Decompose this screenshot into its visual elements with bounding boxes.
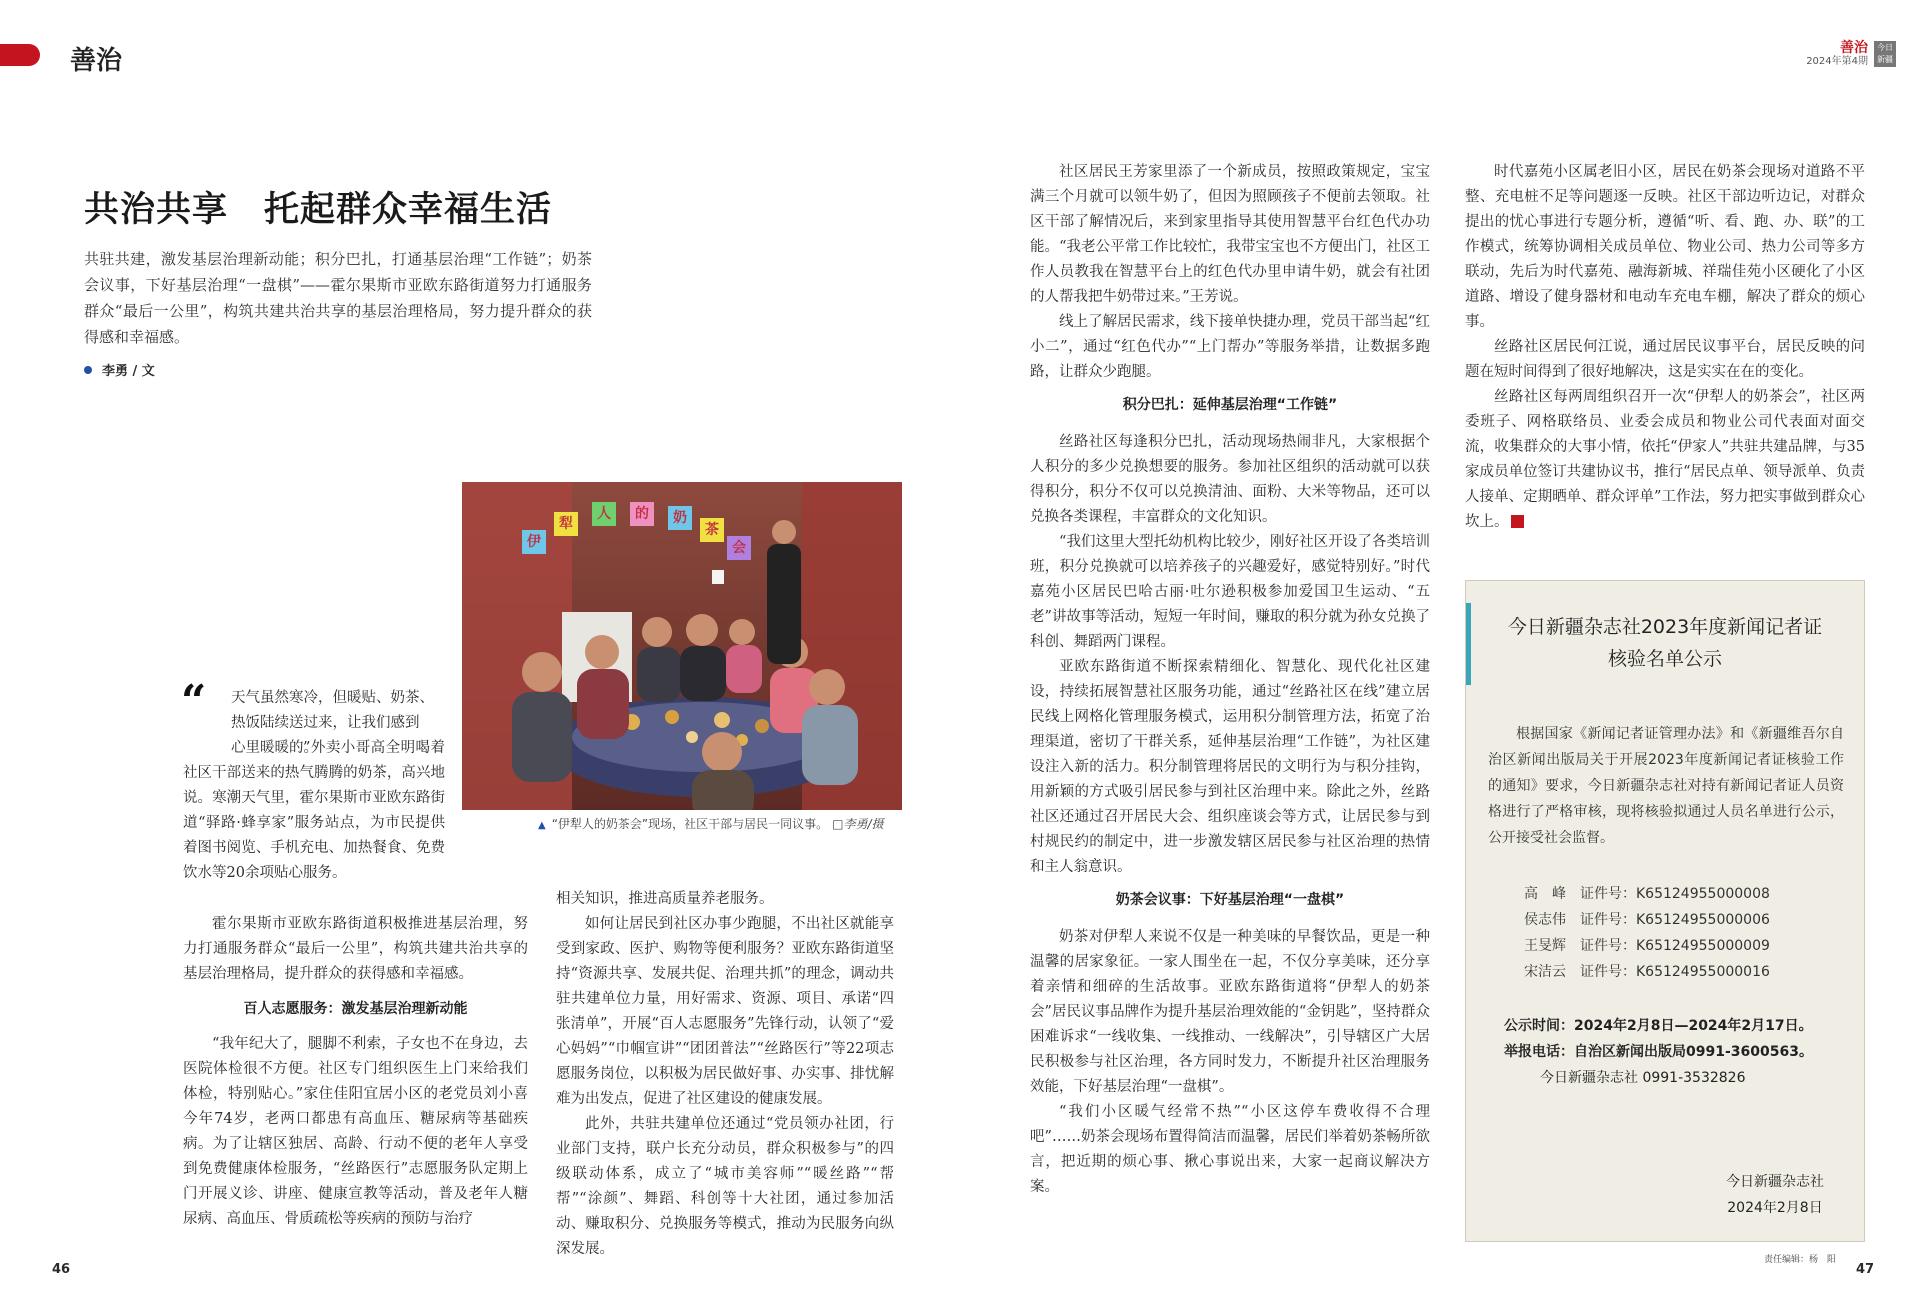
paragraph-text: 丝路社区每两周组织召开一次“伊犁人的奶茶会”，社区两委班子、网格联络员、业委会成员和物业公司代表面对面交流，收集群众的大事小情，依托“伊家人”共驻共建品牌，与35家成员单位签订共建协议书，推行“居民点单、领导派单、负责人接单、定期晒单、群众评单”工作法，努力把实事做到群众心坎上。 — [1465, 389, 1865, 530]
column-2-text — [556, 887, 894, 1262]
quote-mark-icon: “ — [181, 676, 207, 727]
paragraph: “我们这里大型托幼机构比较少，刚好社区开设了各类培训班，积分兑换就可以培养孩子的兴趣爱好，感觉特别好。”时代嘉苑小区居民巴哈古丽·吐尔逊积极参加爱国卫生运动、“五老”讲故事等活动，短短一年时间，赚取的积分就为孙女兑换了科创、舞蹈两门课程。 — [1030, 534, 1430, 650]
article-lead: 共驻共建，激发基层治理新动能；积分巴扎，打通基层治理“工作链”；奶茶会议事，下好基层治理“一盘棋”——霍尔果斯市亚欧东路街道努力打通服务群众“最后一公里”，构筑共建共治共享的基层治理格局，努力提升群众的获得感和幸福感。 — [84, 250, 592, 346]
notice-title-line: 核验名单公示 — [1607, 648, 1722, 670]
section-heading: 积分巴扎：延伸基层治理“工作链” — [1122, 397, 1338, 413]
editor-credit: 责任编辑：杨 阳 — [1764, 1255, 1837, 1265]
notice-signature-org: 今日新疆杂志社 — [1726, 1174, 1824, 1190]
column-3-text — [1030, 160, 1430, 1200]
section-heading: 奶茶会议事：下好基层治理“一盘棋” — [1115, 892, 1345, 908]
banner-char: 会 — [727, 536, 751, 560]
logo-text-bottom: 新疆 — [1877, 55, 1893, 64]
end-mark-icon — [1511, 515, 1524, 528]
person-id: 证件号：K65124955000016 — [1580, 964, 1770, 980]
paragraph: 奶茶对伊犁人来说不仅是一种美味的早餐饮品，更是一种温馨的居家象征。一家人围坐在一起，不仅分享美味，还分享着亲情和细碎的生活故事。亚欧东路街道将“伊犁人的奶茶会”居民议事品牌作为提升基层治理效能的“金钥匙”，坚持群众困难诉求“一线收集、一线推动、一线解决”，引导辖区广大居民积极参与社区治理，各方同时发力，不断提升社区治理服务效能，下好基层治理“一盘棋”。 — [1030, 929, 1430, 1095]
byline — [84, 360, 155, 379]
paragraph: 社区居民王芳家里添了一个新成员，按照政策规定，宝宝满三个月就可以领牛奶了，但因为照顾孩子不便前去领取。社区干部了解情况后，来到家里指导其使用智慧平台红色代办功能。“我老公平常工作比较忙，我带宝宝也不方便出门，社区工作人员教我在智慧平台上的红色代办里申请牛奶，就会有社团的人帮我把牛奶带过来。”王芳说。 — [1030, 164, 1430, 305]
notice-title-line: 今日新疆杂志社2023年度新闻记者证 — [1507, 616, 1823, 638]
notice-signature-date: 2024年2月8日 — [1727, 1200, 1823, 1216]
person-row — [1524, 907, 1770, 933]
paragraph: 如何让居民到社区办事少跑腿，不出社区就能享受到家政、医护、购物等便利服务？亚欧东路街道坚持“资源共享、发展共促、治理共抓”的理念，调动共驻共建单位力量，用好需求、资源、项目、承诺“四张清单”，开展“百人志愿服务”先锋行动，认领了“爱心妈妈”“巾帼宣讲”“团团普法”“丝路医行”等22项志愿服务岗位，以积极为居民做好事、办实事、排忧解难为出发点，促进了社区建设的健康发展。 — [556, 916, 894, 1107]
banner-char: 奶 — [668, 506, 692, 530]
notice-box — [1465, 580, 1865, 1242]
section-label: 善治 — [70, 46, 123, 76]
person-name: 王旻辉 — [1524, 938, 1566, 954]
caption-triangle-icon: ▲ — [538, 820, 546, 831]
logo-text-top: 今日 — [1877, 43, 1893, 52]
byline-dot-icon — [84, 366, 92, 374]
caption-text: “伊犁人的奶茶会”现场，社区干部与居民一同议事。 — [551, 817, 829, 831]
paragraph: “我们小区暖气经常不热”“小区这停车费收得不合理吧”……奶茶会现场布置得简洁而温馨，居民们举着奶茶畅所欲言，把近期的烦心事、揪心事说出来，大家一起商议解决方案。 — [1030, 1104, 1430, 1195]
paragraph: 霍尔果斯市亚欧东路街道积极推进基层治理，努力打通服务群众“最后一公里”，构筑共建共治共享的基层治理格局，提升群众的获得感和幸福感。 — [183, 916, 528, 982]
page-number-left: 46 — [52, 1262, 71, 1277]
section-tab-marker — [0, 44, 40, 66]
person-id: 证件号：K65124955000009 — [1580, 938, 1770, 954]
paragraph: 亚欧东路街道不断探索精细化、智慧化、现代化社区建设，持续拓展智慧社区服务功能，通过“丝路社区在线”建立居民线上网格化管理服务模式，运用积分制管理方法，拓宽了治理渠道，密切了干群关系，延伸基层治理“工作链”，为社区建设注入新的活力。积分制管理将居民的文明行为与积分挂钩，用新颖的方式吸引居民参与到社区治理中来。除此之外，丝路社区还通过召开居民大会、组织座谈会等方式，让居民参与到村规民约的制定中，进一步激发辖区居民参与社区治理的热情和主人翁意识。 — [1030, 659, 1430, 875]
banner-char: 的 — [630, 502, 654, 526]
paragraph — [1465, 385, 1865, 535]
person-row — [1524, 959, 1770, 985]
person-row — [1524, 933, 1770, 959]
magazine-logo — [1874, 41, 1896, 67]
person-id: 证件号：K65124955000008 — [1580, 886, 1770, 902]
quote-line: 天气虽然寒冷，但暖贴、奶茶、 — [231, 690, 434, 706]
article-photo — [462, 482, 902, 810]
photo-caption — [538, 815, 884, 832]
person-name: 宋洁云 — [1524, 964, 1566, 980]
person-id: 证件号：K65124955000006 — [1580, 912, 1770, 928]
banner-char: 人 — [592, 502, 616, 526]
pull-quote — [181, 676, 445, 886]
running-header — [1806, 40, 1896, 68]
person-name: 高 峰 — [1524, 886, 1566, 902]
notice-people-list — [1524, 881, 1770, 985]
person-row — [1524, 881, 1770, 907]
notice-hotline: 举报电话：自治区新闻出版局0991-3600563。 — [1504, 1044, 1813, 1060]
paragraph: 线上了解居民需求，线下接单快捷办理，党员干部当起“红小二”，通过“红色代办”“上门帮办”等服务举措，让数据多跑路，让群众少跑腿。 — [1030, 314, 1430, 380]
column-4-text — [1465, 160, 1865, 535]
notice-phone: 今日新疆杂志社 0991-3532826 — [1540, 1070, 1746, 1086]
column-1-text — [183, 912, 528, 1232]
person-name: 侯志伟 — [1524, 912, 1566, 928]
quote-line: 心里暖暖的。 — [231, 740, 318, 756]
page-number-right: 47 — [1856, 1262, 1875, 1277]
article-title: 共治共享 托起群众幸福生活 — [84, 190, 553, 230]
header-section-right: 善治 — [1840, 40, 1868, 56]
banner-char: 伊 — [522, 530, 546, 554]
paragraph: 丝路社区居民何江说，通过居民议事平台，居民反映的问题在短时间得到了很好地解决，这是实实在在的变化。 — [1465, 339, 1865, 380]
banner-char: 犁 — [554, 512, 578, 536]
paragraph: 此外，共驻共建单位还通过“党员领办社团，行业部门支持，联户长充分动员，群众积极参与”的四级联动体系，成立了“城市美容师”“暖丝路”“帮帮”“涂颜”、舞蹈、科创等十大社团，通过参加活动、赚取积分、兑换服务等模式，推动为民服务向纵深发展。 — [556, 1116, 894, 1257]
issue-label: 2024年第4期 — [1806, 56, 1868, 67]
section-heading: 百人志愿服务：激发基层治理新动能 — [243, 1001, 468, 1017]
paragraph: 时代嘉苑小区属老旧小区，居民在奶茶会现场对道路不平整、充电桩不足等问题逐一反映。社区干部边听边记，对群众提出的忧心事进行专题分析，遵循“听、看、跑、办、联”的工作模式，统筹协调相关成员单位、物业公司、热力公司等多方联动，先后为时代嘉苑、融海新城、祥瑞佳苑小区硬化了小区道路、增设了健身器材和电动车充电车棚，解决了群众的烦心事。 — [1465, 164, 1865, 330]
byline-text: 李勇 / 文 — [102, 364, 155, 379]
paragraph: “我年纪大了，腿脚不利索，子女也不在身边，去医院体检很不方便。社区专门组织医生上门来给我们体检，特别贴心。”家住佳阳宜居小区的老党员刘小喜今年74岁，老两口都患有高血压、糖尿病等基础疾病。为了让辖区独居、高龄、行动不便的老年人享受到免费健康体检服务，“丝路医行”志愿服务队定期上门开展义诊、讲座、健康宣教等活动，普及老年人糖尿病、高血压、骨质疏松等疾病的预防与治疗 — [183, 1036, 528, 1227]
paragraph: 丝路社区每逢积分巴扎，活动现场热闹非凡，大家根据个人积分的多少兑换想要的服务。参加社区组织的活动就可以获得积分，积分不仅可以兑换清油、面粉、大米等物品，还可以兑换各类课程，丰富群众的文化知识。 — [1030, 434, 1430, 525]
notice-period: 公示时间：2024年2月8日—2024年2月17日。 — [1504, 1018, 1813, 1034]
paragraph: 相关知识，推进高质量养老服务。 — [556, 891, 774, 907]
banner-char: 茶 — [700, 518, 724, 542]
quote-continuation: ”外卖小哥高全明喝着社区干部送来的热气腾腾的奶茶，高兴地说。寒潮天气里，霍尔果斯市亚欧东路街道“驿路·蜂享家”服务站点，为市民提供着图书阅览、手机充电、加热餐食、免费饮水等20余项贴心服务。 — [183, 740, 445, 881]
caption-credit: □李勇/摄 — [832, 817, 884, 831]
photo-banner — [522, 502, 746, 562]
notice-body: 根据国家《新闻记者证管理办法》和《新疆维吾尔自治区新闻出版局关于开展2023年度新闻记者证核验工作的通知》要求，今日新疆杂志社对持有新闻记者证人员资格进行了严格审核，现将核验拟通过人员名单进行公示，公开接受社会监督。 — [1488, 726, 1844, 846]
quote-line: 热饭陆续送过来，让我们感到 — [231, 715, 420, 731]
